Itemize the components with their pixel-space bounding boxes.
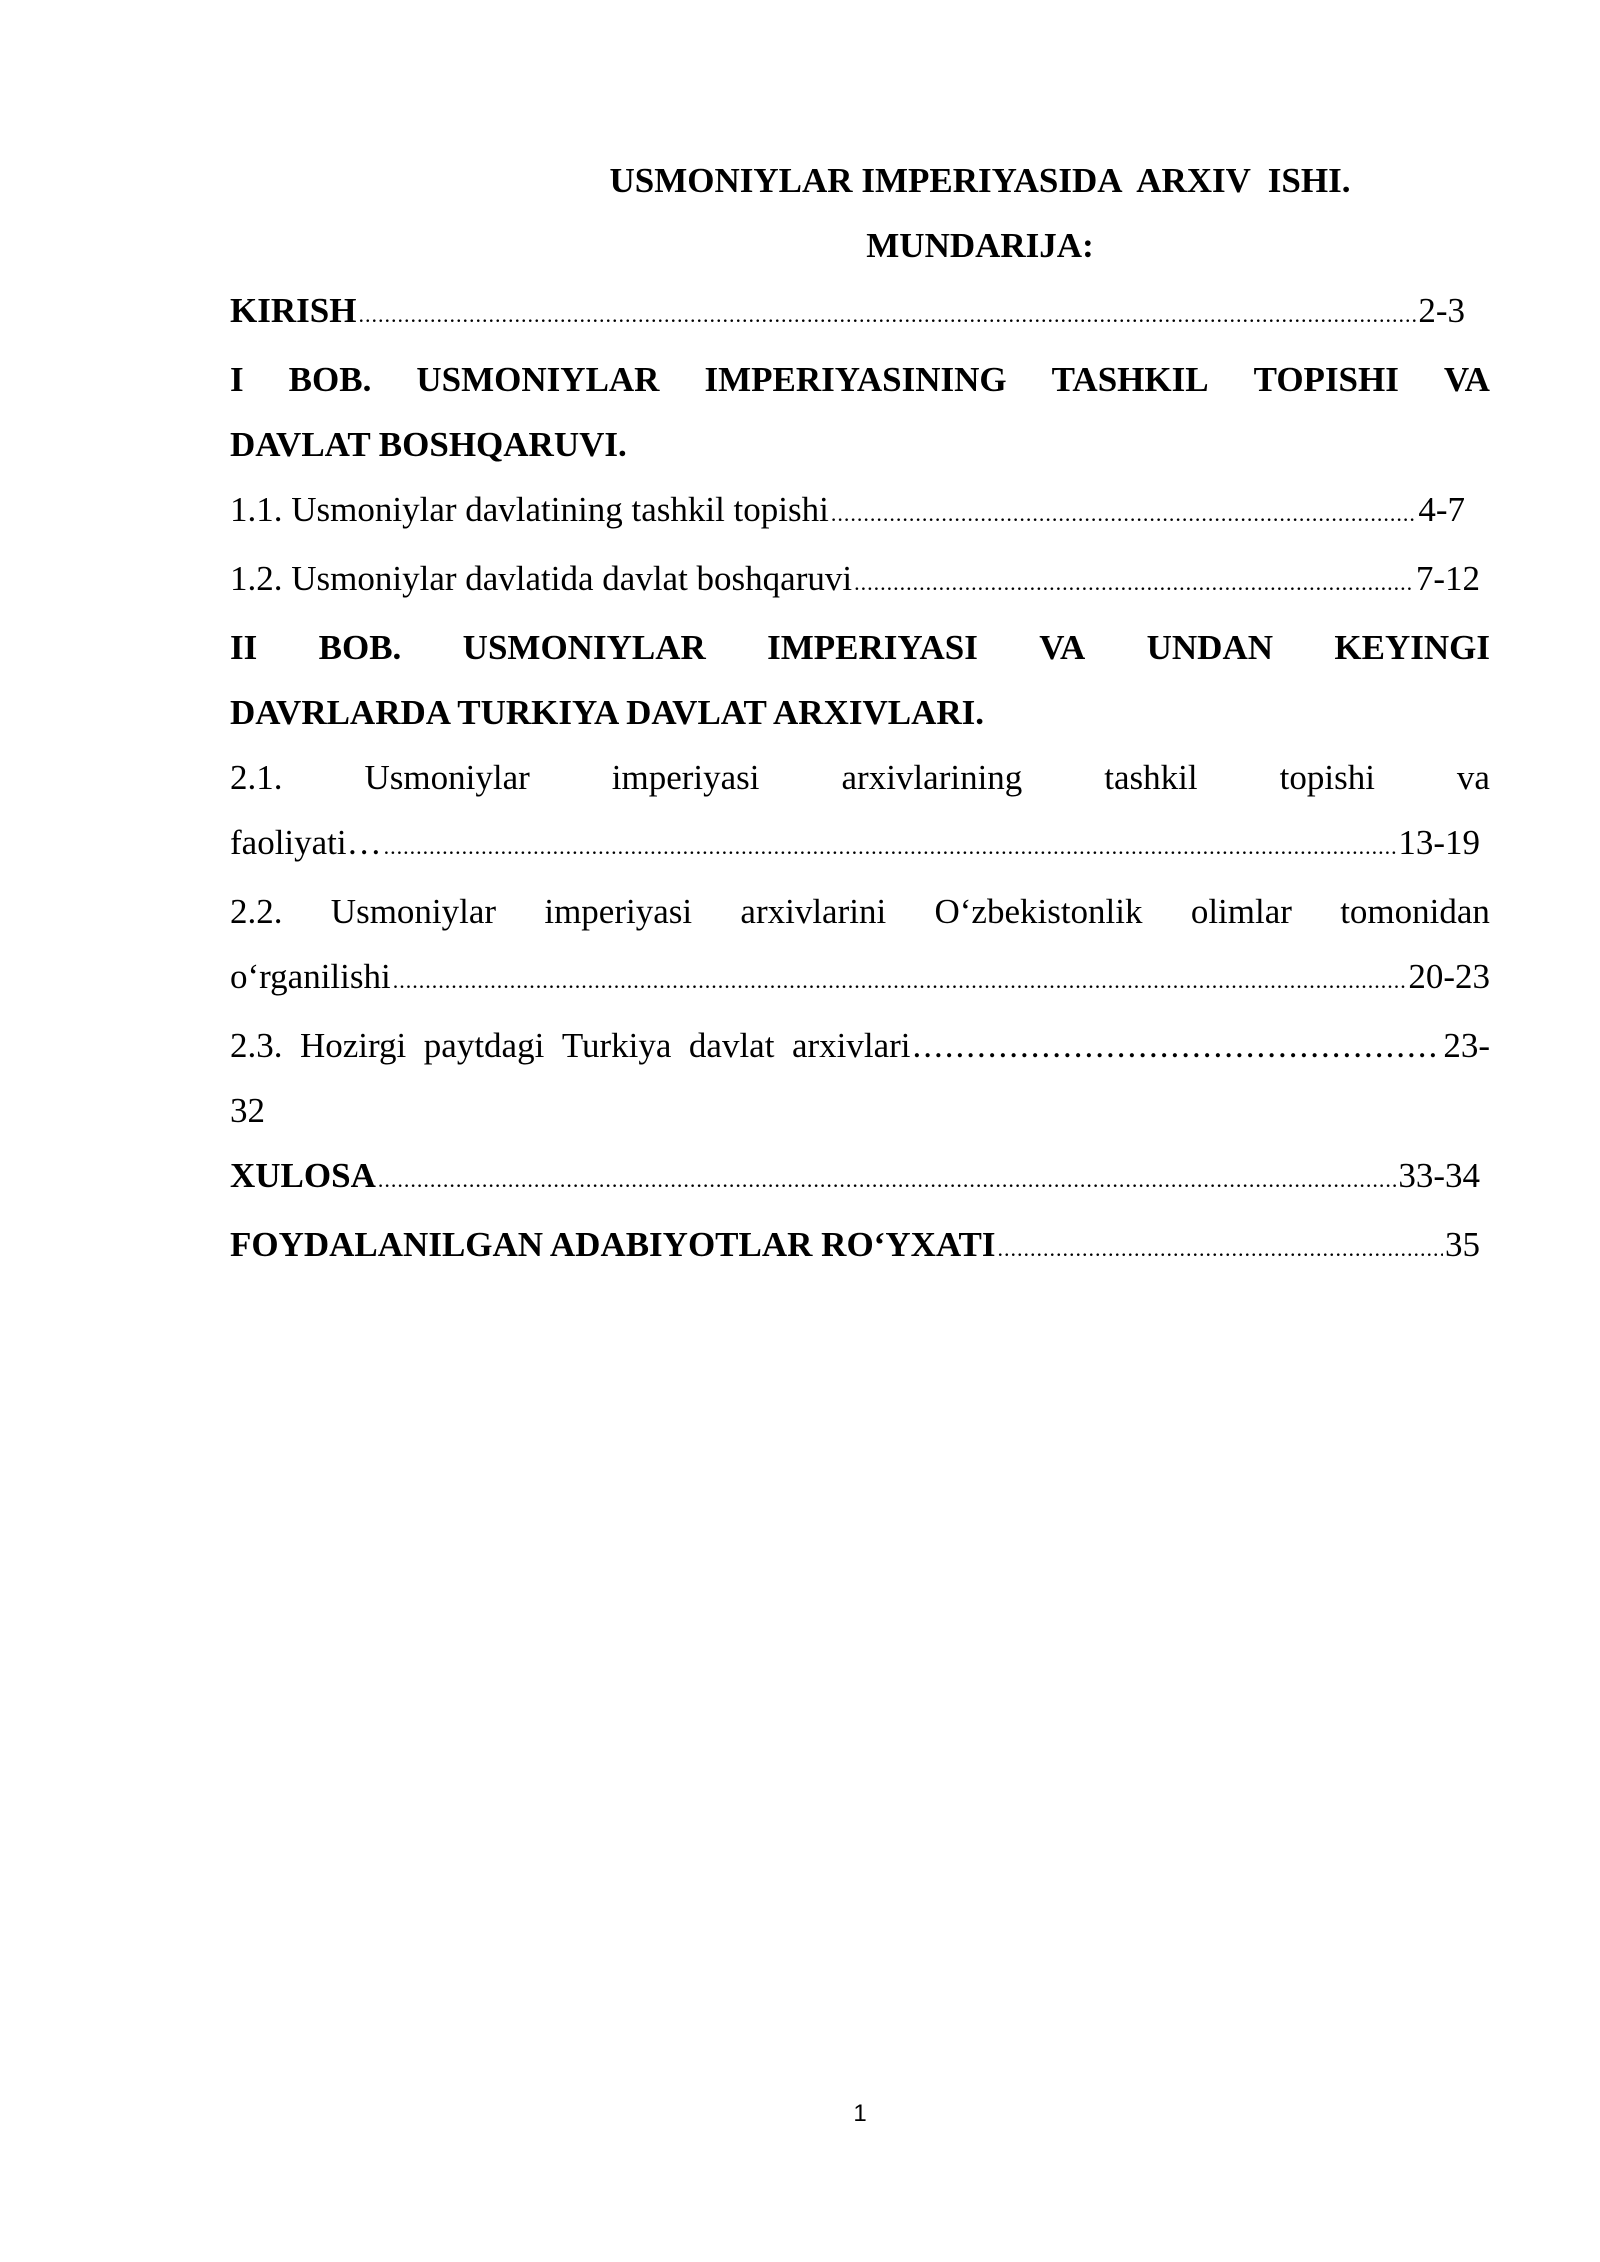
toc-entry-pages: 33-34 [1398, 1156, 1480, 1195]
toc-word: imperiyasi [611, 758, 760, 797]
toc-word: O‘zbekistonlik [934, 892, 1143, 931]
toc-entry-pages: 7-12 [1415, 559, 1480, 598]
toc-word: va [1456, 758, 1490, 797]
toc-word: VA [1039, 628, 1086, 667]
toc-entry-pages: 35 [1445, 1225, 1480, 1264]
dot-leader [393, 948, 1407, 1013]
toc-word: 2.1. [230, 758, 283, 797]
toc-word: II [230, 628, 258, 667]
table-of-contents [230, 148, 1490, 1281]
toc-word: topishi [1279, 758, 1375, 797]
toc-entry-section-1-1 [230, 477, 1465, 546]
toc-word: Usmoniylar [330, 892, 497, 931]
toc-entry-pages: 2-3 [1418, 291, 1465, 330]
toc-section-2-3-line-1 [230, 1013, 1490, 1078]
toc-section-2-2-line-2 [230, 944, 1490, 1013]
toc-entry-label: o‘rganilishi [230, 957, 391, 996]
toc-chapter-1-line-1 [230, 347, 1490, 412]
toc-entry-references [230, 1212, 1480, 1281]
toc-heading: MUNDARIJA: [866, 226, 1094, 265]
toc-word: olimlar [1190, 892, 1292, 931]
dot-leader [831, 481, 1416, 546]
toc-word: tashkil [1104, 758, 1198, 797]
toc-entry-label: faoliyati… [230, 823, 382, 862]
toc-word: 2.2. [230, 892, 283, 931]
toc-entry-pages: 20-23 [1408, 957, 1490, 996]
toc-chapter-2-line-1 [230, 615, 1490, 680]
toc-word: UNDAN [1146, 628, 1274, 667]
toc-word: IMPERIYASINING [704, 360, 1007, 399]
toc-word: Usmoniylar [364, 758, 530, 797]
toc-entry-pages: 23- [1443, 1026, 1490, 1065]
toc-word: arxivlari [791, 1026, 911, 1065]
toc-section-2-2-line-1 [230, 879, 1490, 944]
toc-word: arxivlarini [740, 892, 887, 931]
dot-leader [378, 1147, 1396, 1212]
toc-section-2-3-line-2: 32 [230, 1091, 265, 1130]
toc-word: BOB. [318, 628, 402, 667]
toc-word: KEYINGI [1334, 628, 1490, 667]
dot-leader [358, 282, 1416, 347]
toc-word: I [230, 360, 244, 399]
toc-word: tomonidan [1340, 892, 1490, 931]
toc-entry-xulosa [230, 1143, 1480, 1212]
document-title: USMONIYLAR IMPERIYASIDA ARXIV ISHI. [609, 161, 1351, 200]
toc-entry-label: KIRISH [230, 291, 357, 330]
toc-word: TASHKIL [1051, 360, 1209, 399]
toc-word: Hozirgi [300, 1026, 407, 1065]
toc-word: USMONIYLAR [416, 360, 660, 399]
toc-word: davlat [688, 1026, 775, 1065]
dot-leader [998, 1216, 1443, 1281]
toc-word: arxivlarining [841, 758, 1023, 797]
toc-word: IMPERIYASI [767, 628, 978, 667]
toc-entry-pages: 4-7 [1418, 490, 1465, 529]
dot-leader [854, 550, 1414, 615]
toc-section-2-1-line-1 [230, 745, 1490, 810]
toc-word: paytdagi [423, 1026, 545, 1065]
page-number: 1 [853, 2100, 867, 2127]
toc-chapter-2-line-2: DAVRLARDA TURKIYA DAVLAT ARXIVLARI. [230, 693, 984, 732]
toc-section-2-1-line-2 [230, 810, 1480, 879]
toc-word: Turkiya [561, 1026, 672, 1065]
toc-entry-section-1-2 [230, 546, 1480, 615]
toc-entry-label: FOYDALANILGAN ADABIYOTLAR RO‘YXATI [230, 1225, 996, 1264]
toc-entry-pages: 13-19 [1398, 823, 1480, 862]
toc-word: TOPISHI [1253, 360, 1399, 399]
toc-entry-label: 1.2. Usmoniylar davlatida davlat boshqaruvi [230, 559, 853, 598]
toc-word: 2.3. [230, 1026, 283, 1065]
toc-entry-kirish [230, 278, 1465, 347]
toc-word: imperiyasi [544, 892, 693, 931]
toc-word: BOB. [288, 360, 372, 399]
toc-word: VA [1443, 360, 1490, 399]
toc-entry-label: XULOSA [230, 1156, 376, 1195]
dot-leader [384, 814, 1397, 879]
toc-entry-label: 1.1. Usmoniylar davlatining tashkil topishi [230, 490, 829, 529]
dot-leader [913, 1013, 1442, 1078]
toc-chapter-1-line-2: DAVLAT BOSHQARUVI. [230, 425, 627, 464]
toc-word: USMONIYLAR [462, 628, 706, 667]
